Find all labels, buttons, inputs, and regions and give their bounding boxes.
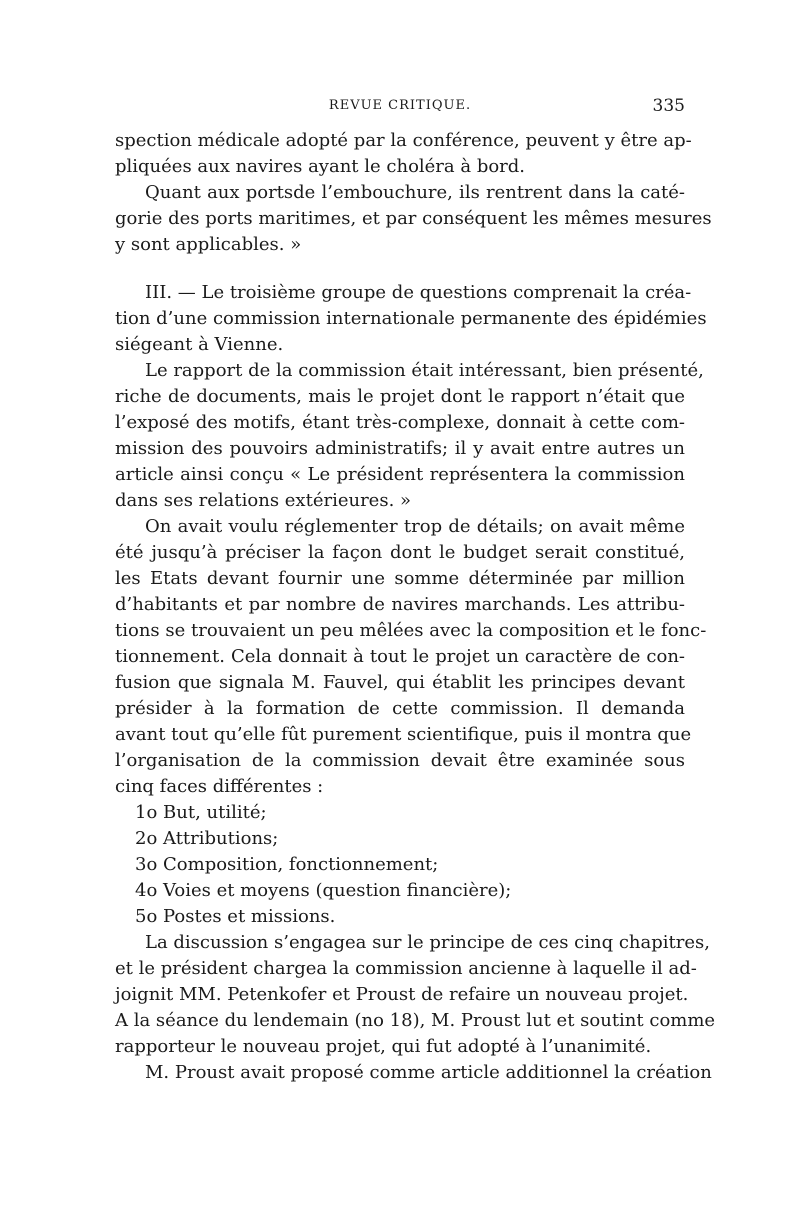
list-item: 4o Voies et moyens (question financière);: [135, 880, 512, 901]
section-spacer: [115, 258, 685, 280]
list-item: 2o Attributions;: [135, 828, 279, 849]
text-line: III. — Le troisième groupe de questions comprenait la créa-: [145, 282, 692, 303]
running-title: REVUE CRITIQUE.: [328, 98, 472, 113]
page-number: 335: [652, 96, 685, 116]
text-line: mission des pouvoirs administratifs; il y avait entre autres un: [115, 438, 685, 459]
text-line: les Etats devant fournir une somme déterminée par million: [115, 568, 685, 589]
text-line: gorie des ports maritimes, et par conséquent les mêmes mesures: [115, 208, 712, 229]
text-line: avant tout qu’elle fût purement scientifique, puis il montra que: [115, 724, 692, 745]
text-line: d’habitants et par nombre de navires marchands. Les attribu-: [115, 594, 685, 615]
text-line: tions se trouvaient un peu mêlées avec la composition et le fonc-: [115, 620, 707, 641]
text-line: tionnement. Cela donnait à tout le projet un caractère de con-: [115, 646, 685, 667]
text-line: présider à la formation de cette commission. Il demanda: [115, 698, 685, 719]
list-item: 3o Composition, fonctionnement;: [135, 854, 439, 875]
text-line: dans ses relations extérieures. »: [115, 490, 412, 511]
text-line: Le rapport de la commission était intéressant, bien présenté,: [145, 360, 704, 381]
body-text: [115, 128, 716, 1086]
text-line: On avait voulu réglementer trop de détails; on avait même: [145, 516, 685, 537]
text-line: siégeant à Vienne.: [115, 334, 284, 355]
list-item: 1o But, utilité;: [135, 802, 267, 823]
text-line: et le président chargea la commission ancienne à laquelle il ad-: [115, 958, 697, 979]
text-line: fusion que signala M. Fauvel, qui établit les principes devant: [115, 672, 685, 693]
text-line: l’organisation de la commission devait être examinée sous: [115, 750, 685, 771]
running-header: [115, 98, 685, 122]
list-item: 5o Postes et missions.: [135, 906, 336, 927]
text-line: A la séance du lendemain (no 18), M. Proust lut et soutint comme: [115, 1010, 716, 1031]
text-line: Quant aux portsde l’embouchure, ils rentrent dans la caté-: [145, 182, 685, 203]
text-line: y sont applicables. »: [115, 234, 302, 255]
text-line: cinq faces différentes :: [115, 776, 324, 797]
text-line: l’exposé des motifs, étant très-complexe, donnait à cette com-: [115, 412, 685, 433]
text-line: été jusqu’à préciser la façon dont le budget serait constitué,: [115, 542, 685, 563]
text-line: pliquées aux navires ayant le choléra à bord.: [115, 156, 526, 177]
text-line: M. Proust avait proposé comme article additionnel la création: [145, 1062, 712, 1083]
text-line: rapporteur le nouveau projet, qui fut adopté à l’unanimité.: [115, 1036, 652, 1057]
text-line: joignit MM. Petenkofer et Proust de refaire un nouveau projet.: [115, 984, 689, 1005]
text-line: tion d’une commission internationale permanente des épidémies: [115, 308, 707, 329]
text-line: spection médicale adopté par la conférence, peuvent y être ap-: [115, 130, 692, 151]
text-line: article ainsi conçu « Le président représentera la commission: [115, 464, 685, 485]
text-line: La discussion s’engagea sur le principe de ces cinq chapitres,: [145, 932, 710, 953]
text-line: riche de documents, mais le projet dont le rapport n’était que: [115, 386, 685, 407]
